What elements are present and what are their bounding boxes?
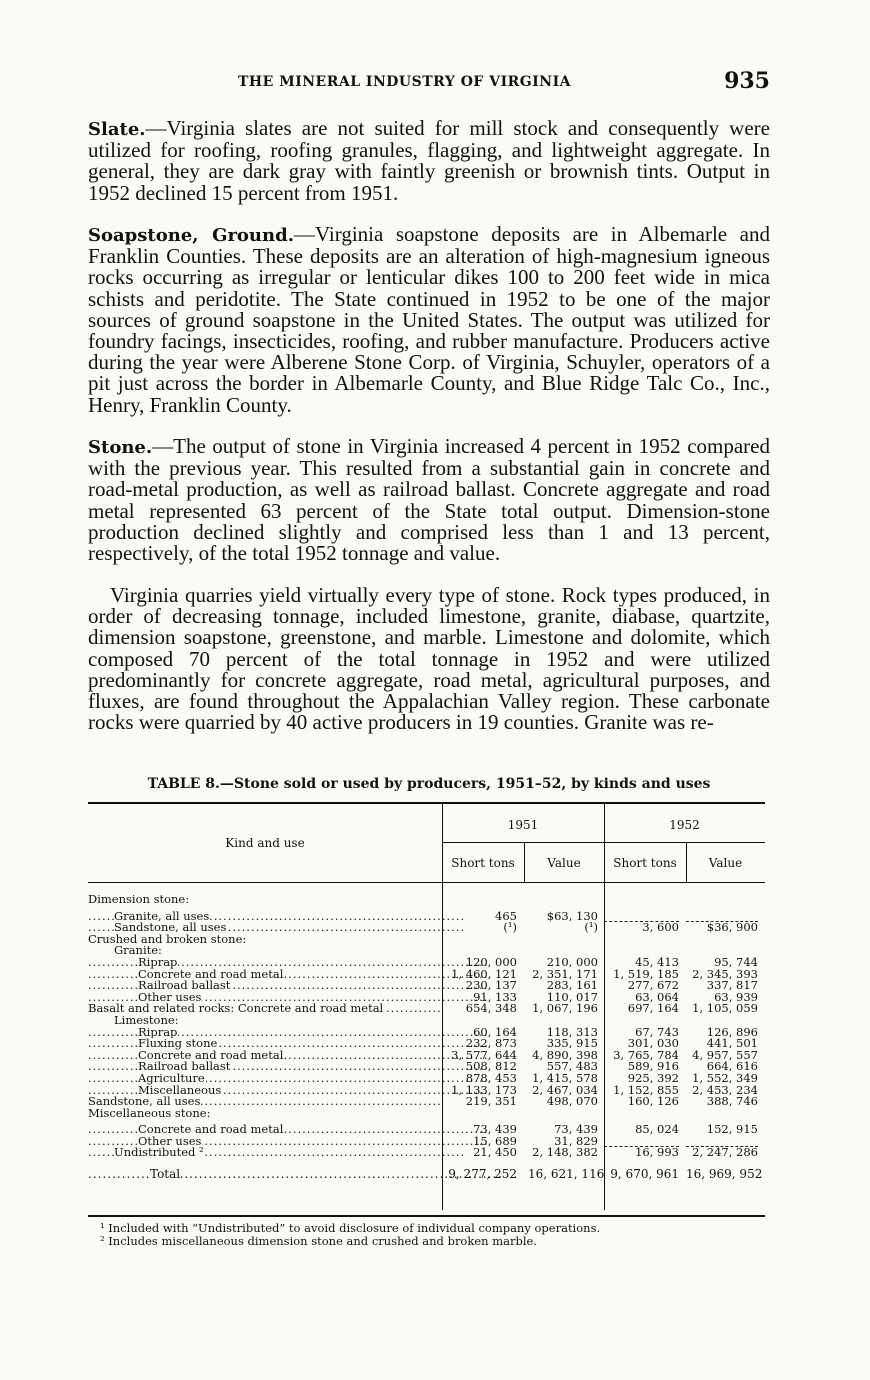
table-cell: 3, 600 [642, 920, 679, 935]
table-cell: 160, 126 [627, 1094, 679, 1109]
row-label-text: Miscellaneous [138, 1084, 222, 1097]
table-cell [444, 945, 517, 955]
row-label-text: Agriculture [138, 1072, 205, 1085]
row-label [88, 911, 466, 923]
table-cell: 697, 164 [627, 1001, 679, 1016]
stub-header: Kind and use [225, 836, 305, 850]
table-cell [604, 934, 679, 944]
paragraph-text: —The output of stone in Virginia increased 4 percent in 1952 compared with the previous year. This resulted from a substantial gain in concrete and road-metal production, as well as railroad ballast. Concrete aggregate and road metal represented 63 percent of the State total output. Dimension-stone production declined slightly and comprised less than 1 and 13 percent, respectively, of the total 1952 tonnage and value. [88, 434, 770, 566]
table-cell: 73, 439 [554, 1122, 598, 1137]
paragraph-soapstone [88, 224, 770, 416]
row-label [88, 1061, 490, 1073]
table-cell [444, 1015, 517, 1025]
table-cell [528, 945, 598, 955]
table-bottom-rule [88, 1215, 765, 1217]
table-cell [604, 894, 679, 904]
paragraph-quarries [88, 585, 770, 733]
table-cell: 2, 453, 234 [692, 1082, 758, 1097]
column-header: Short tons [613, 856, 677, 870]
table-cell [528, 1108, 598, 1118]
table-cell: 91, 133 [473, 989, 517, 1004]
table-cell: 1, 460, 121 [451, 966, 517, 981]
row-label-text: Sandstone, all uses [114, 922, 227, 934]
table-cell: 1, 152, 855 [613, 1082, 679, 1097]
table-cell: 16, 621, 116 [528, 1167, 605, 1182]
table-cell: 2, 247, 286 [692, 1145, 758, 1160]
table-cell: 110, 017 [546, 989, 598, 1004]
table-cell: 664, 616 [706, 1059, 758, 1074]
table-cell: $63, 130 [546, 908, 598, 923]
row-label [88, 980, 490, 992]
table-cell: 31, 829 [554, 1133, 598, 1148]
table-cell: 277, 672 [627, 978, 679, 993]
row-label [88, 1027, 490, 1039]
table-cell: 4, 957, 557 [692, 1047, 758, 1062]
row-label-text: Other uses [138, 991, 202, 1004]
table-cell [686, 1015, 758, 1025]
row-label-text: Concrete and road metal [138, 1049, 284, 1062]
table-cell: 120, 000 [465, 954, 517, 969]
paragraph-lead: Slate. [88, 119, 146, 140]
table-cell [444, 934, 517, 944]
table-row [88, 1003, 765, 1015]
table-cell: 152, 915 [706, 1122, 758, 1137]
table-cell: 498, 070 [546, 1094, 598, 1109]
row-label [88, 1136, 490, 1148]
table-cell: 1, 067, 196 [532, 1001, 598, 1016]
table-cell: 925, 392 [627, 1070, 679, 1085]
row-label [88, 1050, 490, 1062]
table-cell: 4, 890, 398 [532, 1047, 598, 1062]
table-cell: 21, 450 [473, 1145, 517, 1160]
table-cell: 9, 670, 961 [610, 1167, 679, 1182]
table-title: TABLE 8.—Stone sold or used by producers, 1951–52, by kinds and uses [147, 776, 711, 792]
row-label [88, 922, 466, 934]
row-label-text: Concrete and road metal [138, 968, 284, 981]
row-label [88, 1147, 466, 1159]
table-cell: 1, 415, 578 [532, 1070, 598, 1085]
year-header: 1951 [507, 818, 539, 832]
table-cell: 63, 939 [714, 989, 758, 1004]
row-label [88, 992, 490, 1004]
table-cell: 878, 453 [465, 1070, 517, 1085]
table-cell: 1, 133, 173 [451, 1082, 517, 1097]
table-row [88, 1096, 765, 1108]
row-label [88, 945, 466, 957]
table-cell [686, 894, 758, 904]
table-cell: 232, 873 [465, 1036, 517, 1051]
table-cell [604, 1108, 679, 1118]
row-label-text: Riprap [138, 1026, 178, 1039]
row-label-text: Other uses [138, 1135, 202, 1148]
row-label-text: Riprap [138, 956, 178, 969]
table-cell: 1, 105, 059 [692, 1001, 758, 1016]
table-top-rule [88, 802, 765, 804]
row-label [88, 934, 440, 946]
table-cell: 45, 413 [635, 954, 679, 969]
table-cell: 2, 467, 034 [532, 1082, 598, 1097]
table-cell [528, 1015, 598, 1025]
row-label-text: Fluxing stone [138, 1038, 218, 1050]
table-cell: $36, 900 [706, 920, 758, 935]
table-cell: 95, 744 [714, 954, 758, 969]
row-label [88, 1108, 440, 1120]
table-body [88, 894, 765, 1181]
row-label [88, 1073, 490, 1085]
row-label-text: Crushed and broken stone: [88, 933, 247, 946]
table-cell: 210, 000 [546, 954, 598, 969]
table-row [88, 1147, 765, 1159]
table-cell: 2, 345, 393 [692, 966, 758, 981]
table-cell: 67, 743 [635, 1024, 679, 1039]
table-cell: (¹) [503, 920, 517, 935]
row-label [88, 957, 490, 969]
table-cell: 2, 351, 171 [532, 966, 598, 981]
table-cell: 63, 064 [635, 989, 679, 1004]
row-label-text: Concrete and road metal [138, 1124, 284, 1136]
row-label [88, 969, 490, 981]
table-cell [604, 1015, 679, 1025]
row-label-text: Total [150, 1169, 181, 1181]
table-total-row [88, 1169, 765, 1181]
table-cell: 230, 137 [465, 978, 517, 993]
table-cell: 118, 313 [546, 1024, 598, 1039]
table-cell [444, 1108, 517, 1118]
year-header: 1952 [669, 818, 700, 832]
page-number: 935 [724, 68, 770, 94]
table-cell: 3, 765, 784 [613, 1047, 679, 1062]
row-label-text: Miscellaneous stone: [88, 1107, 211, 1120]
table-cell: 85, 024 [635, 1122, 679, 1137]
row-label-text: Undistributed ² [114, 1147, 204, 1160]
row-label [88, 1003, 440, 1015]
running-title: THE MINERAL INDUSTRY OF VIRGINIA [238, 74, 571, 90]
table-cell: (¹) [584, 920, 598, 935]
footnote: ² Includes miscellaneous dimension stone and crushed and broken marble. [100, 1234, 537, 1248]
row-label [88, 1169, 502, 1181]
table-cell: 9, 277, 252 [448, 1167, 517, 1182]
column-header: Short tons [451, 856, 515, 870]
header-rule [442, 842, 765, 843]
table-cell: 335, 915 [546, 1036, 598, 1051]
table-row [88, 894, 765, 906]
table-cell [686, 934, 758, 944]
table-cell: 15, 689 [473, 1133, 517, 1148]
row-label [88, 1124, 490, 1136]
row-label-text: Dimension stone: [88, 894, 190, 906]
table-row [88, 934, 765, 946]
row-label-text: Granite, all uses [114, 910, 210, 923]
table-cell [528, 934, 598, 944]
table-cell: 1, 519, 185 [613, 966, 679, 981]
table-cell: 16, 969, 952 [686, 1167, 763, 1182]
paragraph-lead: Soapstone, Ground. [88, 225, 294, 246]
table-cell: 301, 030 [627, 1036, 679, 1051]
table-row [88, 922, 765, 934]
table-cell: 126, 896 [706, 1024, 758, 1039]
row-label-text: Basalt and related rocks: Concrete and road metal [88, 1003, 384, 1015]
table-cell: 388, 746 [706, 1094, 758, 1109]
table-cell: 654, 348 [465, 1001, 517, 1016]
running-header [88, 68, 770, 100]
paragraph-text: —Virginia slates are not suited for mill stock and consequently were utilized for roofing, roofing granules, flagging, and lightweight aggregate. In general, they are dark gray with faintly greenish or brownish tints. Output in 1952 declined 15 percent from 1951. [88, 116, 770, 205]
table-cell [528, 894, 598, 904]
table-cell [686, 1108, 758, 1118]
footnotes [100, 1222, 600, 1248]
column-header: Value [708, 856, 743, 870]
table-cell: 219, 351 [465, 1094, 517, 1109]
table-cell: 465 [495, 908, 517, 923]
row-label-text: Sandstone, all uses [88, 1096, 201, 1108]
column-header: Value [547, 856, 581, 870]
paragraph-text: —Virginia soapstone deposits are in Albemarle and Franklin Counties. These deposits are an alteration of high-magnesium igneous rocks occurring as irregular or lenticular dikes 100 to 200 feet wide in mica schists and peridotite. The State continued in 1952 to be one of the major sources of ground soapstone in the United States. The output was utilized for foundry facings, insecticides, roofing, and rubber manufacture. Producers active during the year were Alberene Stone Corp. of Virginia, Schuyler, operators of a pit just across the border in Albemarle County, and Blue Ridge Talc Co., Inc., Henry, Franklin County. [88, 222, 770, 417]
paragraph-slate [88, 118, 770, 204]
table-cell: 441, 501 [706, 1036, 758, 1051]
row-label-text: Granite: [114, 945, 162, 957]
row-label-text: Railroad ballast [138, 1061, 231, 1073]
table-cell [444, 894, 517, 904]
table-cell: 589, 916 [627, 1059, 679, 1074]
data-table [88, 802, 765, 1217]
table-cell: 3, 577, 644 [451, 1047, 517, 1062]
header-bottom-rule [88, 882, 765, 883]
table-cell: 508, 812 [465, 1059, 517, 1074]
table-cell [686, 945, 758, 955]
paragraph-text: Virginia quarries yield virtually every type of stone. Rock types produced, in order of decreasing tonnage, included limestone, granite, diabase, quartzite, dimension soapstone, greenstone, and marble. Limestone and dolomite, which composed 70 percent of the total tonnage in 1952 and were utilized predominantly for concrete aggregate, road metal, agricultural purposes, and fluxes, are found throughout the Appalachian Valley region. These carbonate rocks were quarried by 40 active producers in 19 counties. Granite was re- [88, 583, 770, 735]
paragraph-stone [88, 436, 770, 564]
table-cell: 337, 817 [706, 978, 758, 993]
table-cell: 283, 161 [546, 978, 598, 993]
table-row [88, 1124, 765, 1136]
table-row [88, 1108, 765, 1120]
row-label [88, 1085, 490, 1097]
table-cell: 16, 993 [635, 1145, 679, 1160]
table-cell: 2, 148, 382 [532, 1145, 598, 1160]
row-label [88, 1096, 440, 1108]
table-cell: 1, 552, 349 [692, 1070, 758, 1085]
row-label-text: Railroad ballast [138, 980, 231, 992]
row-label [88, 1038, 490, 1050]
footnote: ¹ Included with “Undistributed” to avoid disclosure of individual company operations. [100, 1221, 601, 1235]
table-cell: 557, 483 [546, 1059, 598, 1074]
row-label [88, 1015, 466, 1027]
row-label-text: Limestone: [114, 1014, 179, 1027]
row-label [88, 894, 440, 906]
paragraph-lead: Stone. [88, 437, 153, 458]
table-cell [604, 945, 679, 955]
table-cell: 73, 439 [473, 1122, 517, 1137]
table-cell: 60, 164 [473, 1024, 517, 1039]
